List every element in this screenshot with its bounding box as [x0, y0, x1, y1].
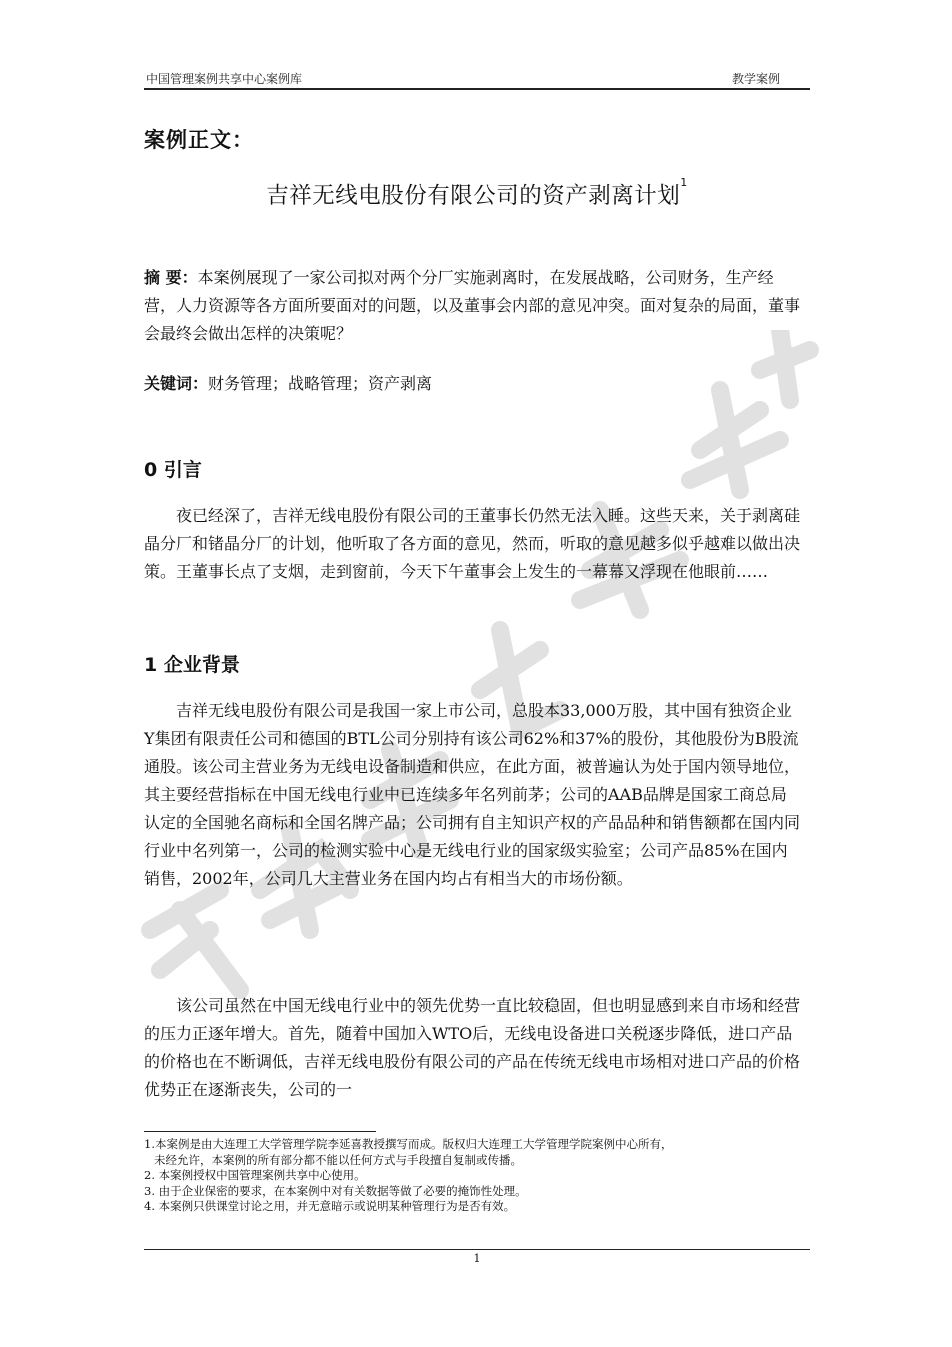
watermark-graphic — [120, 330, 840, 1030]
footnote-divider — [144, 1131, 376, 1132]
title-text: 吉祥无线电股份有限公司的资产剥离计划 — [266, 183, 681, 209]
title-footnote-mark: 1 — [680, 176, 688, 189]
paragraph: 该公司虽然在中国无线电行业中的领先优势一直比较稳固，但也明显感到来自市场和经营的压力正逐年增大。首先，随着中国加入WTO后，无线电设备进口关税逐步降低，进口产品的价格也在不断调低，吉祥无线电股份有限公司的产品在传统无线电市场相对进口产品的价格优势正在逐渐丧失，公司的一 — [144, 996, 801, 1099]
section-label: 案例正文： — [144, 128, 254, 152]
page-number: 1 — [473, 1252, 481, 1265]
page-header — [144, 66, 810, 90]
keywords-label: 关键词： — [144, 374, 209, 393]
abstract — [144, 264, 802, 348]
footnote-4: 4. 本案例只供课堂讨论之用，并无意暗示或说明某种管理行为是否有效。 — [144, 1199, 516, 1213]
section-heading-introduction: 0 引言 — [144, 459, 202, 481]
case-title — [144, 178, 810, 210]
footnote-2: 2. 本案例授权中国管理案例共享中心使用。 — [144, 1168, 366, 1182]
keywords-text: 财务管理；战略管理；资产剥离 — [208, 374, 433, 393]
header-category: 教学案例 — [731, 72, 780, 86]
abstract-label: 摘 要： — [144, 268, 198, 287]
section-heading-background: 1 企业背景 — [144, 654, 240, 676]
footnote-1: 1.本案例是由大连理工大学管理学院李延喜教授撰写而成。版权归大连理工大学管理学院案例中心所有， — [144, 1137, 673, 1151]
footnote-1-continued: 未经允许，本案例的所有部分都不能以任何方式与手段擅自复制或传播。 — [154, 1152, 522, 1167]
keywords — [144, 370, 802, 398]
abstract-text: 本案例展现了一家公司拟对两个分厂实施剥离时，在发展战略，公司财务，生产经营，人力资源等各方面所要面对的问题，以及董事会内部的意见冲突。面对复杂的局面，董事会最终会做出怎样的决策呢？ — [144, 268, 801, 343]
header-source: 中国管理案例共享中心案例库 — [146, 72, 303, 86]
paragraph: 吉祥无线电股份有限公司是我国一家上市公司，总股本33,000万股，其中国有独资企业Y集团有限责任公司和德国的BTL公司分别持有该公司62%和37%的股份，其他股份为B股流通股。该公司主营业务为无线电设备制造和供应，在此方面，被普遍认为处于国内领导地位，其主要经营指标在中国无线电行业中已连续多年名列前茅；公司的AAB品牌是国家工商总局认定的全国驰名商标和全国名牌产品；公司拥有自主知识产权的产品品种和销售额都在国内同行业中名列第一，公司的检测实验中心是无线电行业的国家级实验室；公司产品85%在国内销售，2002年，公司几大主营业务在国内均占有相当大的市场份额。 — [144, 701, 801, 888]
footer-divider — [144, 1249, 810, 1250]
footnotes — [144, 1137, 810, 1215]
paragraph: 夜已经深了，吉祥无线电股份有限公司的王董事长仍然无法入睡。这些天来，关于剥离硅晶分厂和锗晶分厂的计划，他听取了各方面的意见，然而，听取的意见越多似乎越难以做出决策。王董事长点了支烟，走到窗前，今天下午董事会上发生的一幕幕又浮现在他眼前…… — [144, 506, 801, 581]
footnote-3: 3. 由于企业保密的要求，在本案例中对有关数据等做了必要的掩饰性处理。 — [144, 1183, 527, 1198]
